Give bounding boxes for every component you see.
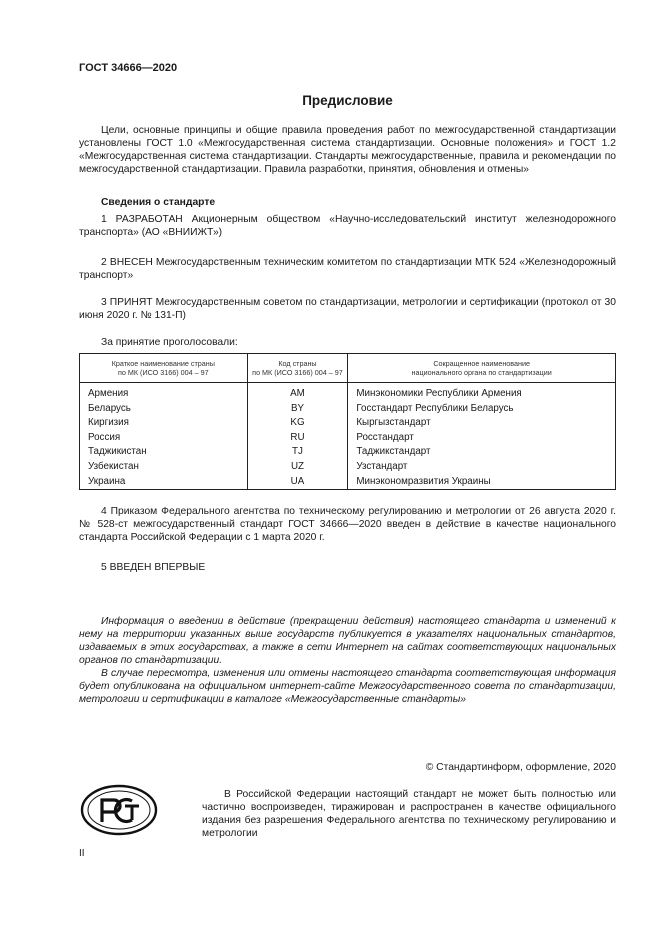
info-paragraph-1: Информация о введении в действие (прекращении действия) настоящего стандарта и изменений к нему на территории указанных выше государств публикуется в указателях национальных стандартов, издаваемых в этих государствах, а также в сети Интернет на сайтах соответствующих национальных органов по стандартизации.	[79, 616, 616, 666]
intro-paragraph: Цели, основные принципы и общие правила проведения работ по межгосударственной стандартизации установлены ГОСТ 1.0 «Межгосударственная система стандартизации. Основные положения» и ГОСТ 1.2 «Межгосударственная система стандартизации. Стандарты межгосударственные, правила и рекомендации по межгосударственной стандартизации. Правила разработки, принятия, обновления и отмены»	[79, 125, 616, 175]
cell-body: Минэкономразвития Украины	[348, 475, 616, 490]
copyright-notice: © Стандартинформ, оформление, 2020	[425, 762, 616, 773]
col-header-body: Сокращенное наименование национального органа по стандартизации	[348, 354, 616, 383]
cell-body: Узстандарт	[348, 460, 616, 475]
cell-body: Росстандарт	[348, 431, 616, 446]
cell-code: UZ	[247, 460, 348, 475]
table-row	[80, 387, 616, 402]
page-number: II	[79, 848, 85, 859]
section-heading: Сведения о стандарте	[101, 197, 216, 208]
cell-body: Кыргызстандарт	[348, 416, 616, 431]
table-row	[80, 431, 616, 446]
cell-country: Армения	[80, 387, 248, 402]
item-1: 1 РАЗРАБОТАН Акционерным обществом «Научно-исследовательский институт железнодорожного транспорта» (АО «ВНИИЖТ»)	[79, 214, 616, 238]
col-header-country: Краткое наименование страны по МК (ИСО 3166) 004 – 97	[80, 354, 248, 383]
table-row	[80, 460, 616, 475]
table-row	[80, 402, 616, 417]
item-2: 2 ВНЕСЕН Межгосударственным техническим комитетом по стандартизации МТК 524 «Железнодорожный транспорт»	[79, 257, 616, 281]
cell-code: KG	[247, 416, 348, 431]
item-3: 3 ПРИНЯТ Межгосударственным советом по стандартизации, метрологии и сертификации (протокол от 30 июня 2020 г. № 131-П)	[79, 297, 616, 321]
item-5: 5 ВВЕДЕН ВПЕРВЫЕ	[101, 562, 206, 573]
cell-code: AM	[247, 387, 348, 402]
document-code: ГОСТ 34666—2020	[79, 62, 178, 74]
cell-code: RU	[247, 431, 348, 446]
cell-body: Минэкономики Республики Армения	[348, 387, 616, 402]
table-header-row	[80, 354, 616, 383]
cell-country: Беларусь	[80, 402, 248, 417]
cell-country: Таджикистан	[80, 445, 248, 460]
cell-code: UA	[247, 475, 348, 490]
col-header-code: Код страны по МК (ИСО 3166) 004 – 97	[247, 354, 348, 383]
cell-body: Госстандарт Республики Беларусь	[348, 402, 616, 417]
footnote-text: В Российской Федерации настоящий стандарт не может быть полностью или частично воспроизведен, тиражирован и распространен в качестве официального издания без разрешения Федерального агентства по техническому регулированию и метрологии	[202, 789, 616, 839]
table-row	[80, 416, 616, 431]
cell-body: Таджикстандарт	[348, 445, 616, 460]
rst-logo-icon	[80, 784, 158, 836]
voting-table	[79, 353, 616, 490]
cell-country: Россия	[80, 431, 248, 446]
cell-code: TJ	[247, 445, 348, 460]
page-title: Предисловие	[302, 93, 393, 108]
cell-country: Узбекистан	[80, 460, 248, 475]
cell-country: Киргизия	[80, 416, 248, 431]
vote-intro: За принятие проголосовали:	[101, 337, 238, 348]
cell-code: BY	[247, 402, 348, 417]
info-paragraph-2: В случае пересмотра, изменения или отмены настоящего стандарта соответствующая информация будет опубликована на официальном интернет-сайте Межгосударственного совета по стандартизации, метрологии и сертификации в каталоге «Межгосударственные стандарты»	[79, 668, 616, 705]
table-row	[80, 475, 616, 490]
cell-country: Украина	[80, 475, 248, 490]
item-4: 4 Приказом Федерального агентства по техническому регулированию и метрологии от 26 августа 2020 г. № 528-ст межгосударственный стандарт ГОСТ 34666—2020 введен в действие в качестве национального стандарта Российской Федерации с 1 марта 2020 г.	[79, 506, 616, 543]
table-row	[80, 445, 616, 460]
